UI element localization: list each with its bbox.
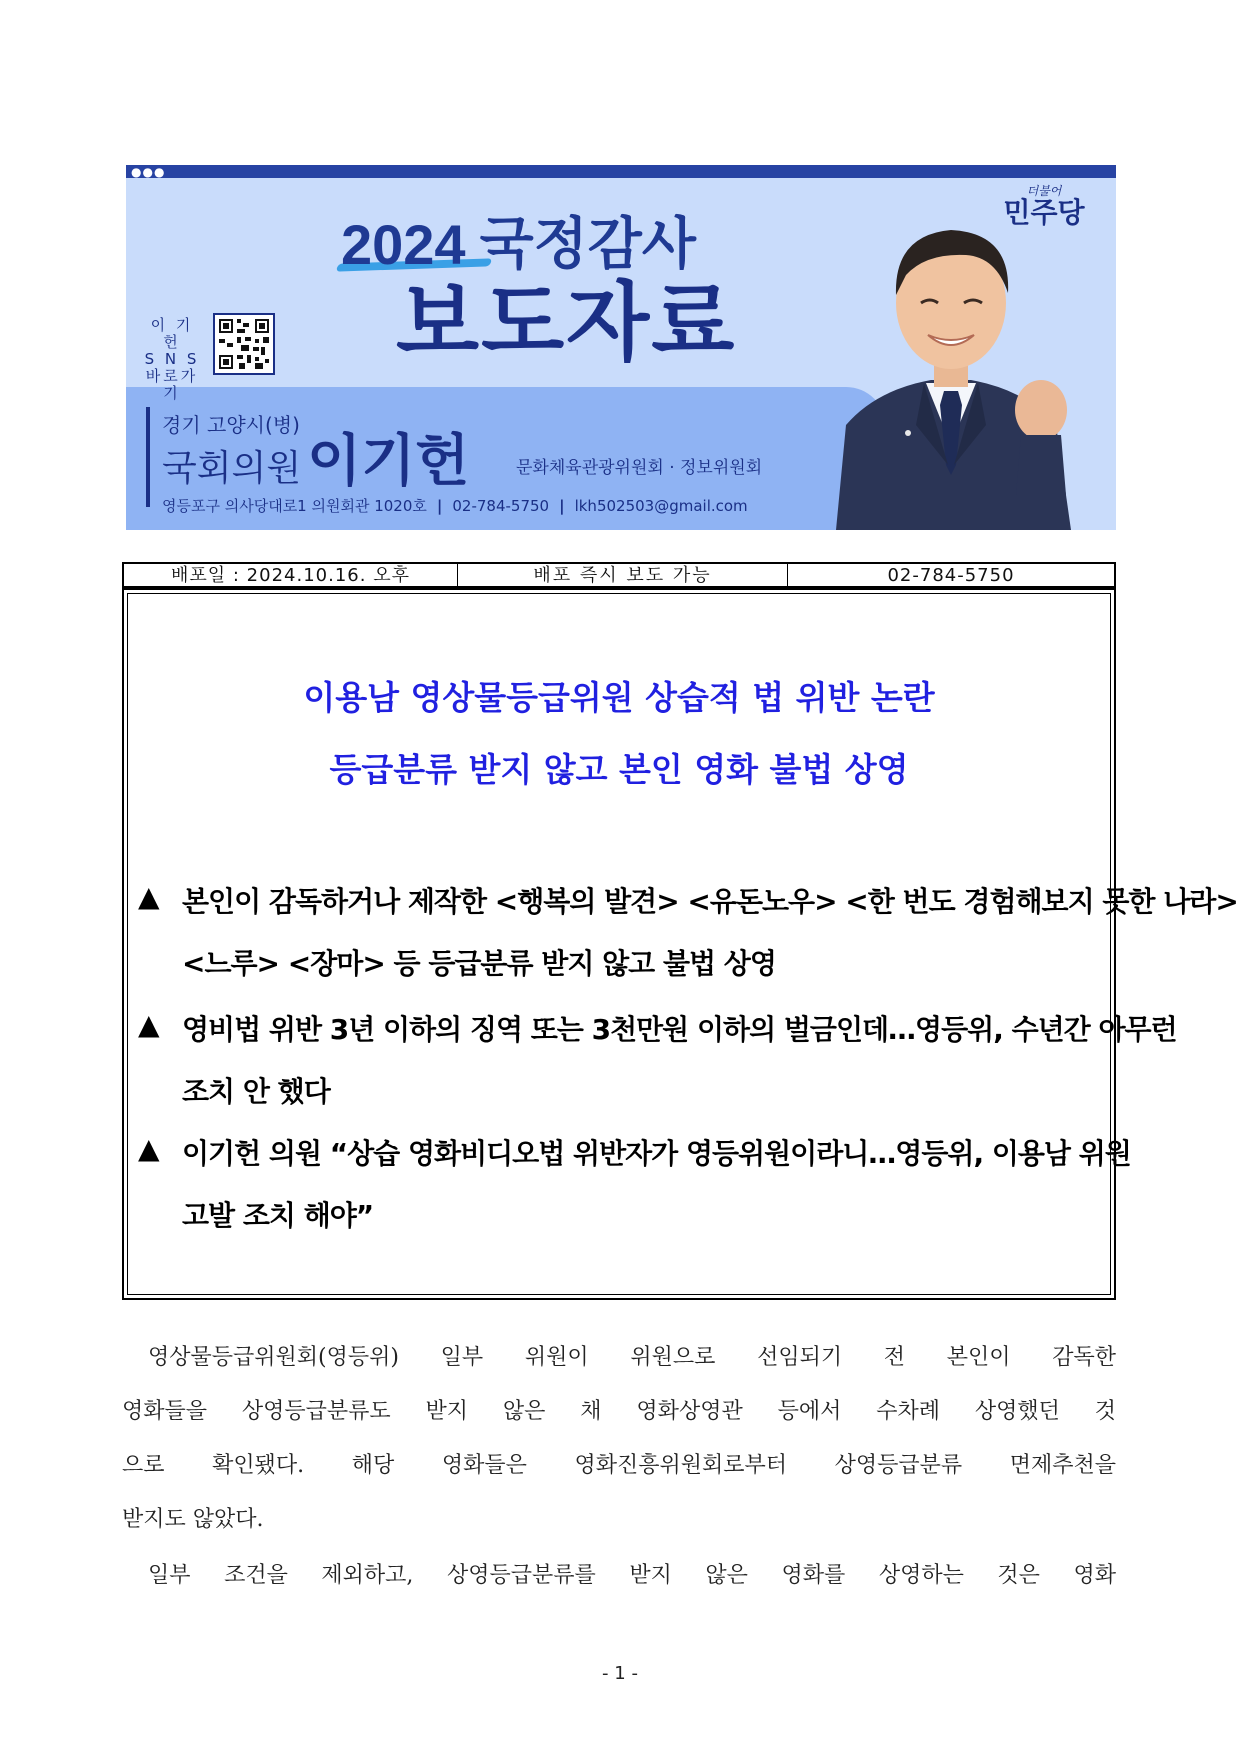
rep-label: 국회의원 (162, 448, 302, 489)
release-info-table (122, 562, 1116, 588)
headline-line-2: 등급분류 받지 않고 본인 영화 불법 상영 (329, 750, 909, 789)
contact-phone: 02-784-5750 (452, 497, 550, 515)
party-logo (984, 185, 1104, 229)
page-number: - 1 - (602, 1663, 638, 1684)
triangle-bullet-icon: ▲ (138, 880, 160, 913)
triangle-bullet-icon: ▲ (138, 1008, 160, 1041)
body-line: 영상물등급위원회(영등위) 일부 위원이 위원으로 선임되기 전 본인이 감독한 (148, 1345, 1116, 1370)
rep-name: 이기헌 (307, 429, 470, 494)
contact-address: 영등포구 의사당대로1 의원회관 1020호 (162, 497, 427, 515)
banner-audit: 국정감사 (479, 212, 696, 277)
release-phone: 02-784-5750 (887, 565, 1015, 586)
bullet-line: 조치 안 했다 (182, 1075, 330, 1108)
banner-title-row (341, 205, 696, 275)
banner-year: 2024 (341, 213, 466, 276)
sns-label-line: 이 기 헌 (150, 316, 194, 351)
dots-icon: ●●● (131, 165, 166, 179)
body-line: 영화들을 상영등급분류도 받지 않은 채 영화상영관 등에서 수차례 상영했던 것 (122, 1399, 1116, 1424)
triangle-bullet-icon: ▲ (138, 1132, 160, 1165)
body-line: 받지도 않았다. (122, 1507, 264, 1532)
headline-line-1: 이용남 영상물등급위원 상습적 법 위반 논란 (303, 678, 935, 717)
qr-code-icon[interactable] (213, 313, 275, 375)
rep-title-row (162, 429, 470, 494)
contact-email[interactable]: lkh502503@gmail.com (574, 497, 748, 515)
bullet-line: 영비법 위반 3년 이하의 징역 또는 3천만원 이하의 벌금인데…영등위, 수년간 아무런 (182, 1013, 1177, 1046)
headline-box (122, 588, 1238, 1300)
press-banner (126, 165, 1116, 530)
body-line: 일부 조건을 제외하고, 상영등급분류를 받지 않은 영화를 상영하는 것은 영화 (148, 1563, 1116, 1588)
rep-committee: 문화체육관광위원회 · 정보위원회 (516, 458, 763, 478)
separator: | (559, 497, 565, 515)
rep-accent-bar (146, 407, 150, 507)
contact-line (162, 495, 748, 516)
bullet-line: 고발 조치 해야” (182, 1199, 374, 1232)
separator: | (436, 497, 443, 515)
bullet-line: 본인이 감독하거나 제작한 <행복의 발견> <유돈노우> <한 번도 경험해보지 못한 나라> (182, 885, 1238, 918)
bullet-line: <느루> <장마> 등 등급분류 받지 않고 불법 상영 (182, 947, 776, 980)
banner-press-release: 보도자료 (396, 273, 737, 373)
sns-label[interactable] (142, 317, 202, 402)
body-line: 으로 확인됐다. 해당 영화들은 영화진흥위원회로부터 상영등급분류 면제추천을 (122, 1453, 1116, 1478)
release-embargo: 배포 즉시 보도 가능 (458, 564, 788, 586)
rep-portrait (816, 195, 1086, 530)
release-date: 배포일 : 2024.10.16. 오후 (124, 564, 458, 586)
sns-label-line: S N S (144, 350, 200, 368)
bullet-line: 이기헌 의원 “상습 영화비디오법 위반자가 영등위원이라니…영등위, 이용남 위원 (182, 1137, 1131, 1170)
party-logo-big: 민주당 (1003, 196, 1085, 229)
banner-top-bar (126, 165, 1116, 178)
sns-label-line: 바로가기 (145, 367, 199, 402)
rep-region: 경기 고양시(병) (162, 413, 300, 437)
party-logo-small: 더불어 (1026, 184, 1062, 198)
